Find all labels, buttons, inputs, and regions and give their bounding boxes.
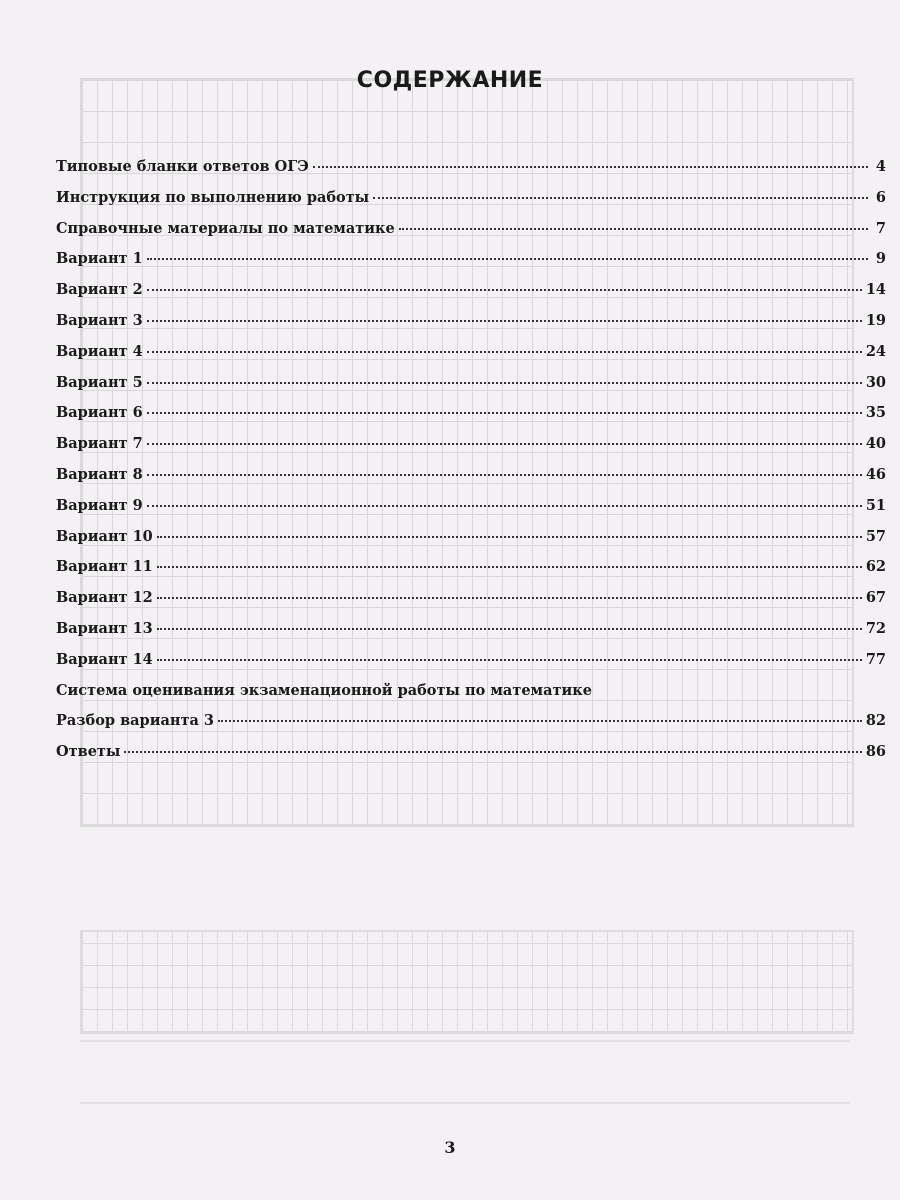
toc-leader-dots: [157, 566, 862, 568]
toc-entry[interactable]: [56, 435, 886, 466]
toc-leader-dots: [313, 166, 868, 168]
toc-entry[interactable]: [56, 312, 886, 343]
toc-entry-label: Инструкция по выполнению работы: [56, 188, 370, 206]
toc-leader-dots: [147, 382, 862, 384]
toc-entry-label: Типовые бланки ответов ОГЭ: [56, 158, 309, 175]
toc-entry-page: 86: [865, 743, 886, 761]
toc-entry-label: Вариант 2: [56, 281, 143, 299]
toc-entry[interactable]: [56, 466, 886, 497]
toc-entry[interactable]: [56, 189, 886, 220]
toc-entry-label: Справочные материалы по математике: [56, 219, 395, 237]
toc-entry[interactable]: [56, 589, 886, 620]
toc-leader-dots: [157, 659, 862, 661]
toc-leader-dots: [399, 228, 868, 230]
toc-leader-dots: [147, 443, 862, 445]
toc-leader-dots: [157, 536, 862, 538]
toc-entry-label: Вариант 12: [56, 589, 153, 607]
toc-entry-label: Вариант 7: [56, 435, 143, 453]
toc-entry[interactable]: [56, 620, 886, 651]
toc-entry-page: 19: [865, 311, 886, 329]
toc-leader-dots: [147, 474, 862, 476]
toc-entry-page: 46: [865, 465, 886, 483]
toc-entry[interactable]: [56, 682, 886, 713]
toc-entry-page: 62: [865, 558, 886, 576]
toc-entry-label: Вариант 13: [56, 619, 153, 637]
toc-entry[interactable]: [56, 158, 886, 189]
toc-entry-page: 72: [865, 619, 886, 637]
toc-leader-dots: [147, 320, 862, 322]
toc-entry-label: Вариант 9: [56, 496, 143, 514]
toc-entry-page: 67: [865, 589, 886, 607]
toc-leader-dots: [147, 351, 862, 353]
toc-entry[interactable]: [56, 651, 886, 682]
answer-sheet-bleedthrough-lower: [80, 930, 854, 1034]
toc-leader-dots: [124, 751, 861, 753]
toc-entry-label: Разбор варианта 3: [56, 712, 214, 730]
answer-sheet-bleedthrough-footer: [80, 1040, 850, 1104]
toc-entry-page: 24: [865, 342, 886, 360]
toc-entry[interactable]: [56, 528, 886, 559]
toc-entry[interactable]: [56, 220, 886, 251]
page-title: СОДЕРЖАНИЕ: [356, 68, 544, 93]
toc-entry-page: 4: [875, 158, 886, 175]
toc-leader-dots: [157, 628, 862, 630]
toc-entry-label: Вариант 8: [56, 465, 143, 483]
toc-leader-dots: [147, 505, 862, 507]
toc-entry-page: 6: [875, 188, 886, 206]
toc-entry-page: 82: [865, 712, 886, 730]
toc-entry[interactable]: [56, 558, 886, 589]
toc-entry-page: 51: [865, 496, 886, 514]
toc-entry-label: Вариант 6: [56, 404, 143, 422]
toc-entry[interactable]: [56, 343, 886, 374]
toc-entry-label: Вариант 5: [56, 373, 143, 391]
toc-entry-page: 77: [865, 650, 886, 668]
table-of-contents: [56, 158, 886, 774]
toc-entry[interactable]: [56, 404, 886, 435]
page-number: 3: [444, 1138, 456, 1157]
toc-entry-label: Вариант 10: [56, 527, 153, 545]
toc-entry-label: Вариант 1: [56, 250, 143, 268]
toc-entry-page: 7: [875, 219, 886, 237]
toc-entry[interactable]: [56, 250, 886, 281]
toc-entry-label: Вариант 4: [56, 342, 143, 360]
toc-entry-page: 14: [865, 281, 886, 299]
toc-leader-dots: [147, 412, 862, 414]
toc-entry[interactable]: [56, 743, 886, 774]
toc-leader-dots: [373, 197, 868, 199]
toc-entry[interactable]: [56, 497, 886, 528]
toc-entry[interactable]: [56, 712, 886, 743]
toc-entry[interactable]: [56, 374, 886, 405]
toc-entry-page: 9: [875, 250, 886, 268]
toc-leader-dots: [147, 289, 862, 291]
toc-entry-label: Вариант 11: [56, 558, 153, 576]
toc-leader-dots: [157, 597, 862, 599]
toc-leader-dots: [147, 258, 868, 260]
toc-entry-label: Вариант 3: [56, 311, 143, 329]
toc-entry[interactable]: [56, 281, 886, 312]
toc-entry-label: Вариант 14: [56, 650, 153, 668]
toc-entry-page: 40: [865, 435, 886, 453]
toc-entry-page: 30: [865, 373, 886, 391]
toc-entry-label: Система оценивания экзаменационной работы по математике: [56, 681, 592, 699]
toc-entry-page: 57: [865, 527, 886, 545]
toc-leader-dots: [218, 720, 862, 722]
toc-entry-page: 35: [865, 404, 886, 422]
toc-entry-label: Ответы: [56, 743, 121, 761]
